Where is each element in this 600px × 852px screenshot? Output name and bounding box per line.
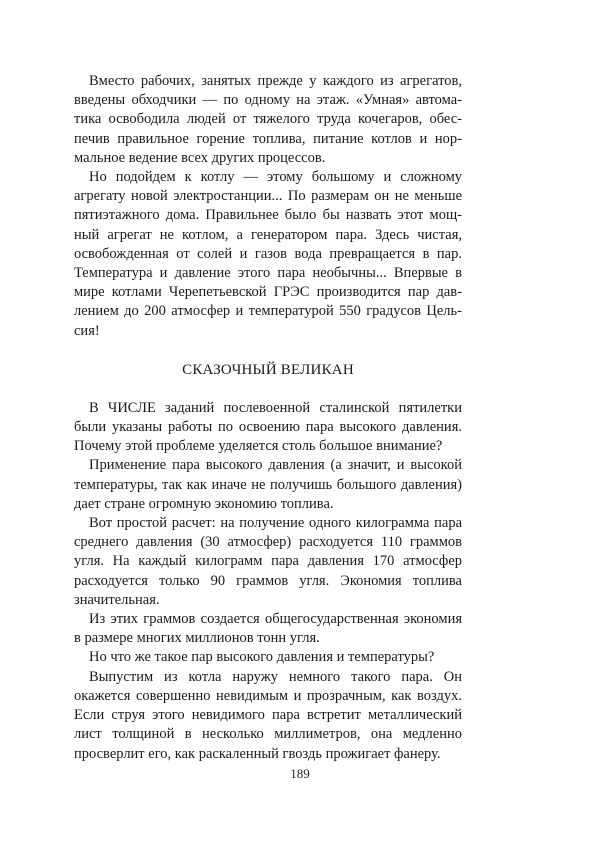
paragraph-7: Но что же такое пар высокого давления и температуры?	[89, 649, 435, 666]
section-heading: СКАЗОЧНЫЙ ВЕЛИКАН	[182, 361, 354, 378]
paragraph-2: Но подойдем к котлу — этому большому и сложному агрегату новой электростанции... По размерам он не меньше пятиэтажного дома. Правильнее было бы назвать этот мощный агрегат не котлом, а генератором пара. Здесь чистая, освобожденная от солей и газов вода превращается в пар. Температура и давление этого пара необычны... Впервые в мире котлами Черепетьевской ГРЭС производится пар давлением до 200 атмосфер и температурой 550 градусов Цельсия!	[74, 169, 462, 339]
paragraph-6: Из этих граммов создается общегосударственная экономия в размере многих миллионов тонн угля.	[74, 611, 462, 647]
paragraph-8: Выпустим из котла наружу немного такого пара. Он окажется совершенно невидимым и прозрачным, как воздух. Если струя этого невидимого пара встретит металлический лист толщиной в несколько миллиметров, она медленно просверлит его, как раскаленный гвоздь прожигает фанеру.	[74, 668, 462, 762]
paragraph-4: Применение пара высокого давления (а значит, и высокой температуры, так как иначе не получишь большого давления) дает стране огромную экономию топлива.	[74, 457, 462, 512]
paragraph-3: В ЧИСЛЕ заданий послевоенной сталинской пятилетки были указаны работы по освоению пара высокого давления. Почему этой проблеме уделяется столь большое внимание?	[74, 399, 462, 455]
paragraph-1: Вместо рабочих, занятых прежде у каждого из агрегатов, введены обходчики — по одному на этаж. «Умная» автоматика освободила людей от тяжелого труда кочегаров, обеспечив правильное горение топлива, питание котлов и нормальное ведение всех других процессов.	[74, 73, 462, 166]
paragraph-5: Вот простой расчет: на получение одного килограмма пара среднего давления (30 атмосфер) расходуется 110 граммов угля. На каждый килограмм пара давления 170 атмосфер расходуется только 90 граммов угля. Экономия топлива значительная.	[74, 515, 462, 608]
page-body	[74, 72, 462, 764]
page-number: 189	[290, 766, 310, 781]
